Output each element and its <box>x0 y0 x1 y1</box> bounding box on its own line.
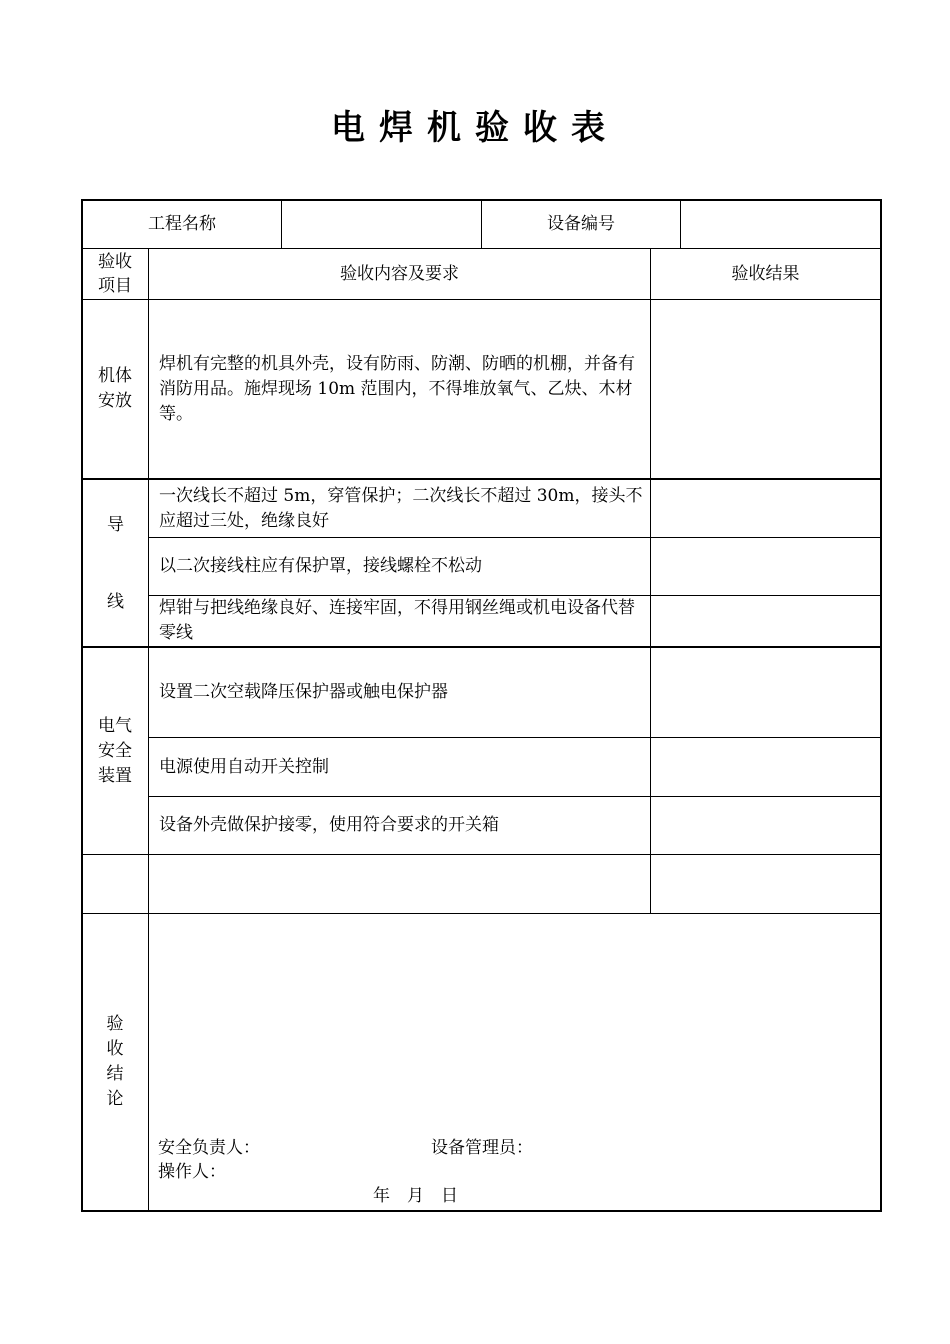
label-line: 安放 <box>98 391 132 411</box>
blank-row-result[interactable] <box>651 855 880 913</box>
section-body-result[interactable] <box>651 300 880 478</box>
section-body-label <box>97 300 133 478</box>
section-conclusion-label-lines <box>107 1012 124 1112</box>
column-content-header: 验收内容及要求 <box>340 263 459 284</box>
blank-row-content[interactable] <box>149 855 650 913</box>
label-line: 结 <box>106 1064 124 1084</box>
section-body-label-lines <box>98 364 132 414</box>
section-wire-label-bottom: 线 <box>107 591 124 612</box>
label-line: 验 <box>106 1014 124 1034</box>
wire-result-3[interactable] <box>651 596 880 646</box>
label-line: 验收 <box>98 252 132 272</box>
wire-requirement-1: 一次线长不超过 5m，穿管保护；二次线长不超过 30m，接头不应超过三处，绝缘良好 <box>159 485 643 531</box>
electrical-result-2[interactable] <box>651 738 880 796</box>
equipment-number-value[interactable] <box>681 201 880 248</box>
label-line: 安全 <box>98 740 132 761</box>
section-body-content: 焊机有完整的机具外壳，设有防雨、防潮、防晒的机棚，并备有消防用品。施焊现场 10m 范围内，不得堆放氧气、乙炔、木材等。 <box>159 353 635 424</box>
column-item-header <box>98 249 132 299</box>
electrical-requirement-2: 电源使用自动开关控制 <box>159 756 329 777</box>
label-line: 机体 <box>98 366 132 386</box>
label-line: 收 <box>106 1039 124 1059</box>
label-line: 装置 <box>98 765 132 786</box>
section-electrical-label-lines <box>98 714 132 789</box>
wire-requirement-2: 以二次接线柱应有保护罩，接线螺栓不松动 <box>159 556 482 576</box>
page-title: 电焊机验收表 <box>331 108 619 148</box>
project-name-value[interactable] <box>282 201 481 248</box>
divider <box>82 913 881 914</box>
safety-officer-signature: 安全负责人： <box>158 1138 260 1158</box>
project-name-label: 工程名称 <box>148 214 216 234</box>
electrical-requirement-3: 设备外壳做保护接零，使用符合要求的开关箱 <box>159 815 499 835</box>
acceptance-date: 年 月 日 <box>373 1186 458 1206</box>
electrical-result-1[interactable] <box>651 648 880 737</box>
equipment-number-label: 设备编号 <box>547 214 615 234</box>
wire-requirement-3: 焊钳与把线绝缘良好、连接牢固，不得用钢丝绳或机电设备代替零线 <box>159 598 635 643</box>
equipment-manager-signature: 设备管理员： <box>431 1138 533 1158</box>
electrical-requirement-1: 设置二次空载降压保护器或触电保护器 <box>159 682 448 702</box>
wire-result-1[interactable] <box>651 480 880 537</box>
label-line: 论 <box>106 1089 124 1109</box>
electrical-result-3[interactable] <box>651 797 880 854</box>
label-line: 电气 <box>98 715 132 736</box>
operator-signature: 操作人： <box>158 1162 226 1182</box>
section-conclusion-label <box>105 914 125 1210</box>
section-electrical-label <box>97 648 133 854</box>
section-wire-label-top: 导 <box>107 514 124 535</box>
column-result-header: 验收结果 <box>731 263 800 284</box>
wire-result-2[interactable] <box>651 538 880 595</box>
label-line: 项目 <box>98 276 132 296</box>
column-item-header-lines <box>98 250 132 298</box>
